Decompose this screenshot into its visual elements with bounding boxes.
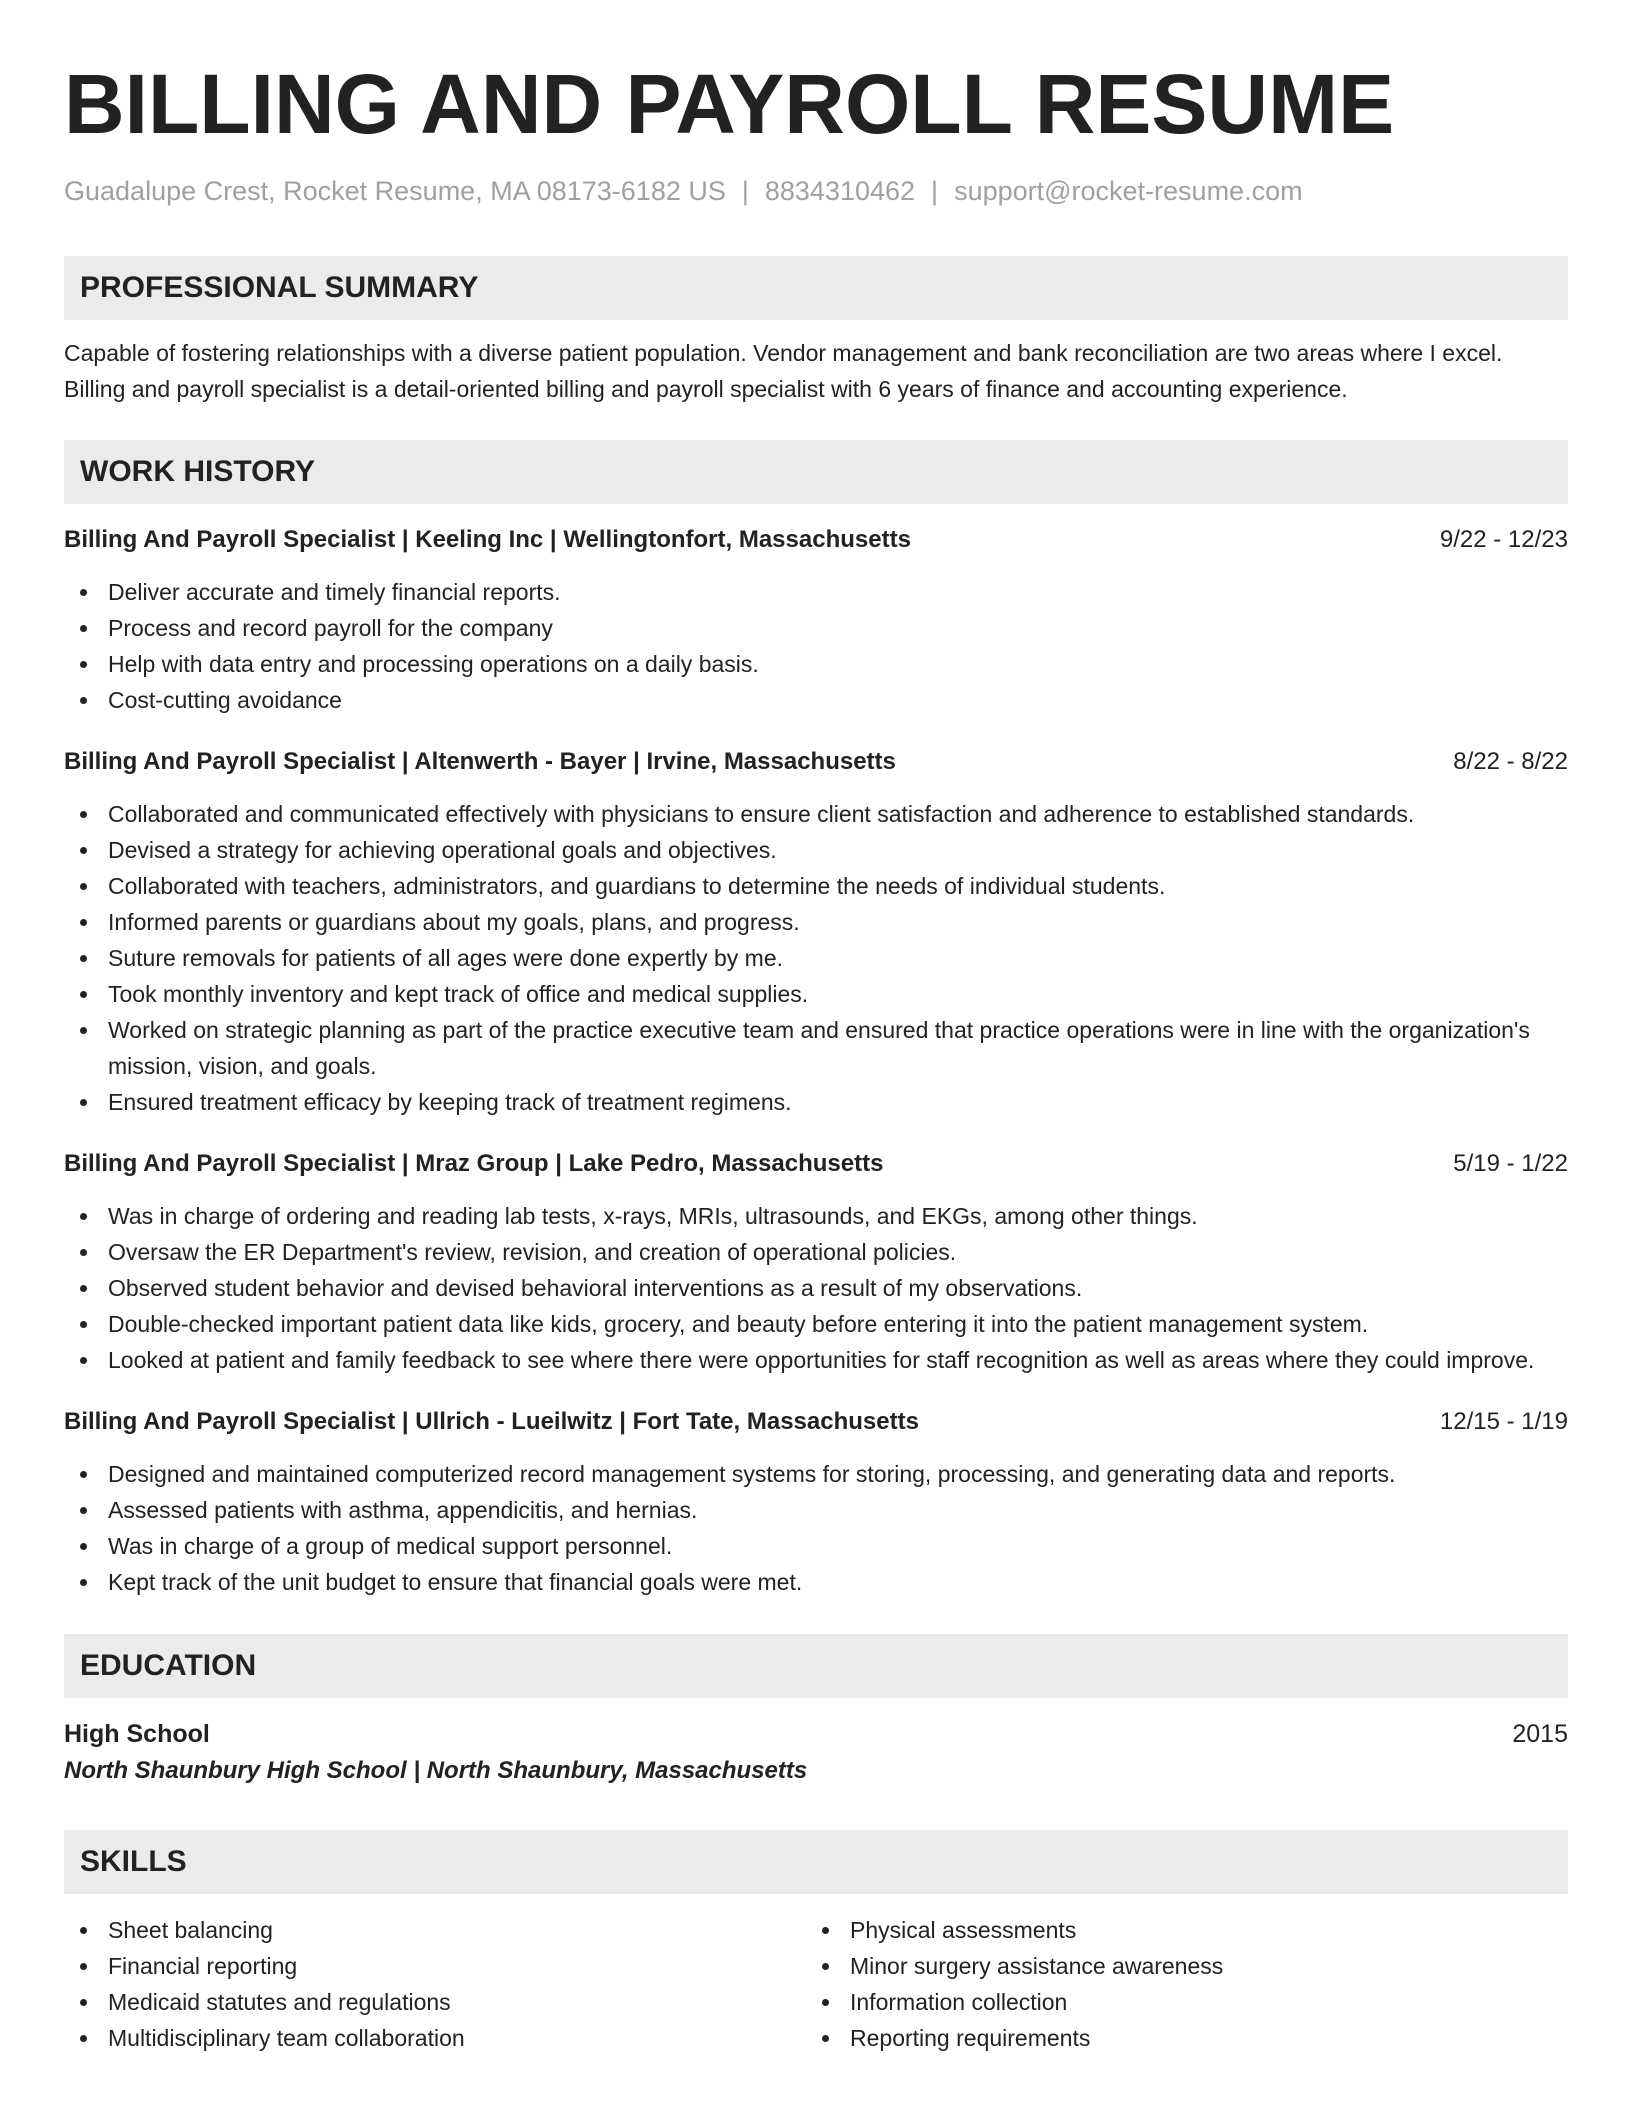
education-school: North Shaunbury High School | North Shaunbury, Massachusetts	[64, 1757, 808, 1784]
bullet-item: Took monthly inventory and kept track of office and medical supplies.	[64, 976, 1568, 1012]
job-bullets	[64, 574, 1568, 718]
job-header	[64, 522, 1568, 558]
skill-item: Medicaid statutes and regulations	[64, 1984, 806, 2020]
job-bullets	[64, 1198, 1568, 1378]
bullet-item: Informed parents or guardians about my goals, plans, and progress.	[64, 904, 1568, 940]
bullet-item: Ensured treatment efficacy by keeping track of treatment regimens.	[64, 1084, 1568, 1120]
job-entry	[64, 522, 1568, 718]
bullet-item: Kept track of the unit budget to ensure that financial goals were met.	[64, 1564, 1568, 1600]
bullet-item: Worked on strategic planning as part of the practice executive team and ensured that practice operations were in line with the organization's mission, vision, and goals.	[64, 1012, 1568, 1084]
skill-item: Sheet balancing	[64, 1912, 806, 1948]
bullet-item: Collaborated with teachers, administrators, and guardians to determine the needs of individual students.	[64, 868, 1568, 904]
skill-item: Minor surgery assistance awareness	[806, 1948, 1548, 1984]
job-bullets	[64, 796, 1568, 1120]
contact-line	[64, 174, 1568, 208]
job-title: Billing And Payroll Specialist | Keeling Inc | Wellingtonfort, Massachusetts	[64, 526, 911, 553]
education-degree: High School	[64, 1720, 210, 1748]
bullet-item: Cost-cutting avoidance	[64, 682, 1568, 718]
contact-separator: |	[931, 176, 939, 206]
job-header	[64, 1146, 1568, 1182]
resume-page	[64, 0, 1568, 2056]
bullet-item: Suture removals for patients of all ages were done expertly by me.	[64, 940, 1568, 976]
education-year: 2015	[1512, 1720, 1568, 1748]
skill-item: Physical assessments	[806, 1912, 1548, 1948]
job-bullets	[64, 1456, 1568, 1600]
skill-item: Multidisciplinary team collaboration	[64, 2020, 806, 2056]
bullet-item: Collaborated and communicated effectively with physicians to ensure client satisfaction and adherence to established standards.	[64, 796, 1568, 832]
bullet-item: Devised a strategy for achieving operational goals and objectives.	[64, 832, 1568, 868]
skills-column-right	[806, 1912, 1548, 2056]
job-dates: 12/15 - 1/19	[1439, 1408, 1568, 1435]
bullet-item: Double-checked important patient data like kids, grocery, and beauty before entering it into the patient management system.	[64, 1306, 1568, 1342]
job-dates: 9/22 - 12/23	[1439, 526, 1568, 553]
skills-list	[64, 1912, 806, 2056]
bullet-item: Help with data entry and processing operations on a daily basis.	[64, 646, 1568, 682]
bullet-item: Designed and maintained computerized record management systems for storing, processing, and generating data and reports.	[64, 1456, 1568, 1492]
skill-item: Reporting requirements	[806, 2020, 1548, 2056]
section-header-education: EDUCATION	[64, 1634, 1568, 1698]
skills-list	[806, 1912, 1548, 2056]
bullet-item: Was in charge of a group of medical support personnel.	[64, 1528, 1568, 1564]
section-header-skills: SKILLS	[64, 1830, 1568, 1894]
job-entry	[64, 1404, 1568, 1600]
section-header-summary: PROFESSIONAL SUMMARY	[64, 256, 1568, 320]
skill-item: Information collection	[806, 1984, 1548, 2020]
job-title: Billing And Payroll Specialist | Ullrich - Lueilwitz | Fort Tate, Massachusetts	[64, 1408, 919, 1435]
bullet-item: Assessed patients with asthma, appendicitis, and hernias.	[64, 1492, 1568, 1528]
job-header	[64, 1404, 1568, 1440]
contact-email: support@rocket-resume.com	[954, 176, 1303, 206]
bullet-item: Process and record payroll for the company	[64, 610, 1568, 646]
bullet-item: Oversaw the ER Department's review, revision, and creation of operational policies.	[64, 1234, 1568, 1270]
bullet-item: Looked at patient and family feedback to see where there were opportunities for staff recognition as well as areas where they could improve.	[64, 1342, 1568, 1378]
job-header	[64, 744, 1568, 780]
job-title: Billing And Payroll Specialist | Altenwerth - Bayer | Irvine, Massachusetts	[64, 748, 896, 775]
bullet-item: Deliver accurate and timely financial reports.	[64, 574, 1568, 610]
job-entry	[64, 1146, 1568, 1378]
skill-item: Financial reporting	[64, 1948, 806, 1984]
contact-address: Guadalupe Crest, Rocket Resume, MA 08173-6182 US	[64, 176, 726, 206]
contact-phone: 8834310462	[764, 176, 916, 206]
job-title: Billing And Payroll Specialist | Mraz Group | Lake Pedro, Massachusetts	[64, 1150, 884, 1177]
job-dates: 5/19 - 1/22	[1453, 1150, 1568, 1177]
bullet-item: Was in charge of ordering and reading lab tests, x-rays, MRIs, ultrasounds, and EKGs, among other things.	[64, 1198, 1568, 1234]
bullet-item: Observed student behavior and devised behavioral interventions as a result of my observations.	[64, 1270, 1568, 1306]
education-header	[64, 1716, 1568, 1752]
resume-title: BILLING AND PAYROLL RESUME	[64, 57, 1395, 151]
job-entry	[64, 744, 1568, 1120]
summary-text: Capable of fostering relationships with a diverse patient population. Vendor management and bank reconciliation are two areas where I excel. Billing and payroll specialist is a detail-oriented billing and payroll specialist with 6 years of finance and accounting experience.	[64, 340, 1503, 402]
contact-separator: |	[741, 176, 749, 206]
skills-column-left	[64, 1912, 806, 2056]
skills-grid	[64, 1912, 1568, 2056]
section-header-work-history: WORK HISTORY	[64, 440, 1568, 504]
job-dates: 8/22 - 8/22	[1453, 748, 1568, 775]
